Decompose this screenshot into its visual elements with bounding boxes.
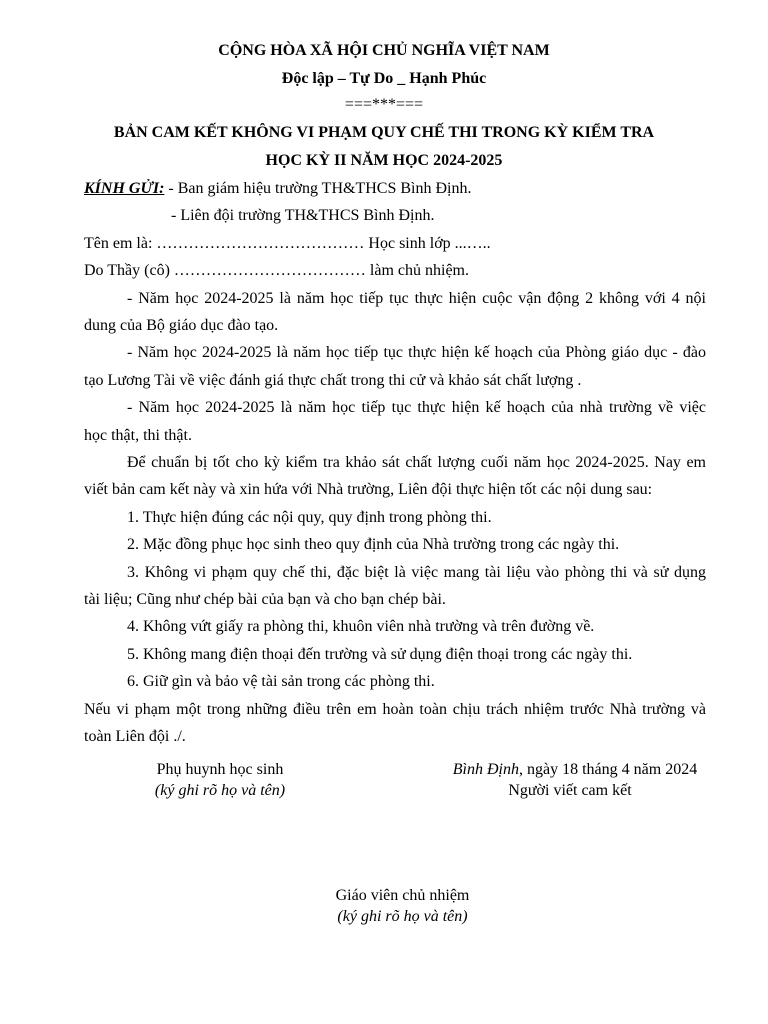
recipient-second: - Liên đội trường TH&THCS Bình Định. (171, 207, 435, 224)
teacher-line: Do Thầy (cô) ……………………………… làm chủ nhiệm. (84, 262, 469, 279)
closing-line2: toàn Liên đội ./. (84, 728, 186, 745)
recipient-first: - Ban giám hiệu trường TH&THCS Bình Định. (164, 180, 472, 197)
commitment-intro-line1: Để chuẩn bị tốt cho kỳ kiểm tra khảo sát chất lượng cuối năm học 2024-2025. Nay em (127, 454, 706, 471)
intro-3-line2: học thật, thi thật. (84, 427, 192, 444)
intro-1-line2: dung của Bộ giáo dục đào tạo. (84, 317, 279, 334)
intro-2-line2: tạo Lương Tài về việc đánh giá thực chất trong thi cử và khảo sát chất lượng . (84, 372, 582, 389)
item-1: 1. Thực hiện đúng các nội quy, quy định trong phòng thi. (127, 509, 492, 526)
intro-1-line1: - Năm học 2024-2025 là năm học tiếp tục thực hiện cuộc vận động 2 không với 4 nội (127, 290, 706, 307)
intro-2-line1: - Năm học 2024-2025 là năm học tiếp tục thực hiện kế hoạch của Phòng giáo dục - đào (127, 344, 706, 361)
student-name-line: Tên em là: ………………………………… Học sinh lớp ...….. (84, 235, 491, 252)
teacher-signature-title: Giáo viên chủ nhiệm (335, 887, 470, 904)
commitment-intro-line2: viết bản cam kết này và xin hứa với Nhà trường, Liên đội thực hiện tốt các nội dung sau: (84, 481, 653, 498)
item-2: 2. Mặc đồng phục học sinh theo quy định của Nhà trường trong các ngày thi. (127, 536, 620, 553)
closing-line1: Nếu vi phạm một trong những điều trên em hoàn toàn chịu trách nhiệm trước Nhà trường và (84, 701, 706, 718)
writer-signature-title: Người viết cam kết (508, 782, 632, 799)
item-4: 4. Không vứt giấy ra phòng thi, khuôn viên nhà trường và trên đường về. (127, 618, 595, 635)
teacher-signature-note: (ký ghi rõ họ và tên) (337, 908, 468, 925)
place-name: Bình Định (452, 761, 519, 778)
separator: ===***=== (344, 96, 424, 113)
date-text: , ngày 18 tháng 4 năm 2024 (519, 761, 698, 778)
nation-heading: CỘNG HÒA XÃ HỘI CHỦ NGHĨA VIỆT NAM (218, 42, 550, 59)
motto-heading: Độc lập – Tự Do _ Hạnh Phúc (281, 70, 487, 87)
date-line (430, 761, 720, 779)
item-6: 6. Giữ gìn và bảo vệ tài sản trong các phòng thi. (127, 673, 435, 690)
recipient-line-1 (84, 180, 706, 198)
item-5: 5. Không mang điện thoại đến trường và sử dụng điện thoại trong các ngày thi. (127, 646, 633, 663)
intro-3-line1: - Năm học 2024-2025 là năm học tiếp tục thực hiện kế hoạch của nhà trường về việc (127, 399, 706, 416)
parent-signature-note: (ký ghi rõ họ và tên) (154, 782, 286, 799)
item-3-line2: tài liệu; Cũng như chép bài của bạn và cho bạn chép bài. (84, 591, 446, 608)
document-title-line2: HỌC KỲ II NĂM HỌC 2024-2025 (265, 152, 503, 169)
parent-signature-title: Phụ huynh học sinh (156, 761, 284, 778)
recipient-label: KÍNH GỬI: (84, 180, 165, 197)
item-3-line1: 3. Không vi phạm quy chế thi, đặc biệt là việc mang tài liệu vào phòng thi và sử dụng (127, 564, 706, 581)
document-title-line1: BẢN CAM KẾT KHÔNG VI PHẠM QUY CHẾ THI TRONG KỲ KIỂM TRA (113, 124, 655, 141)
